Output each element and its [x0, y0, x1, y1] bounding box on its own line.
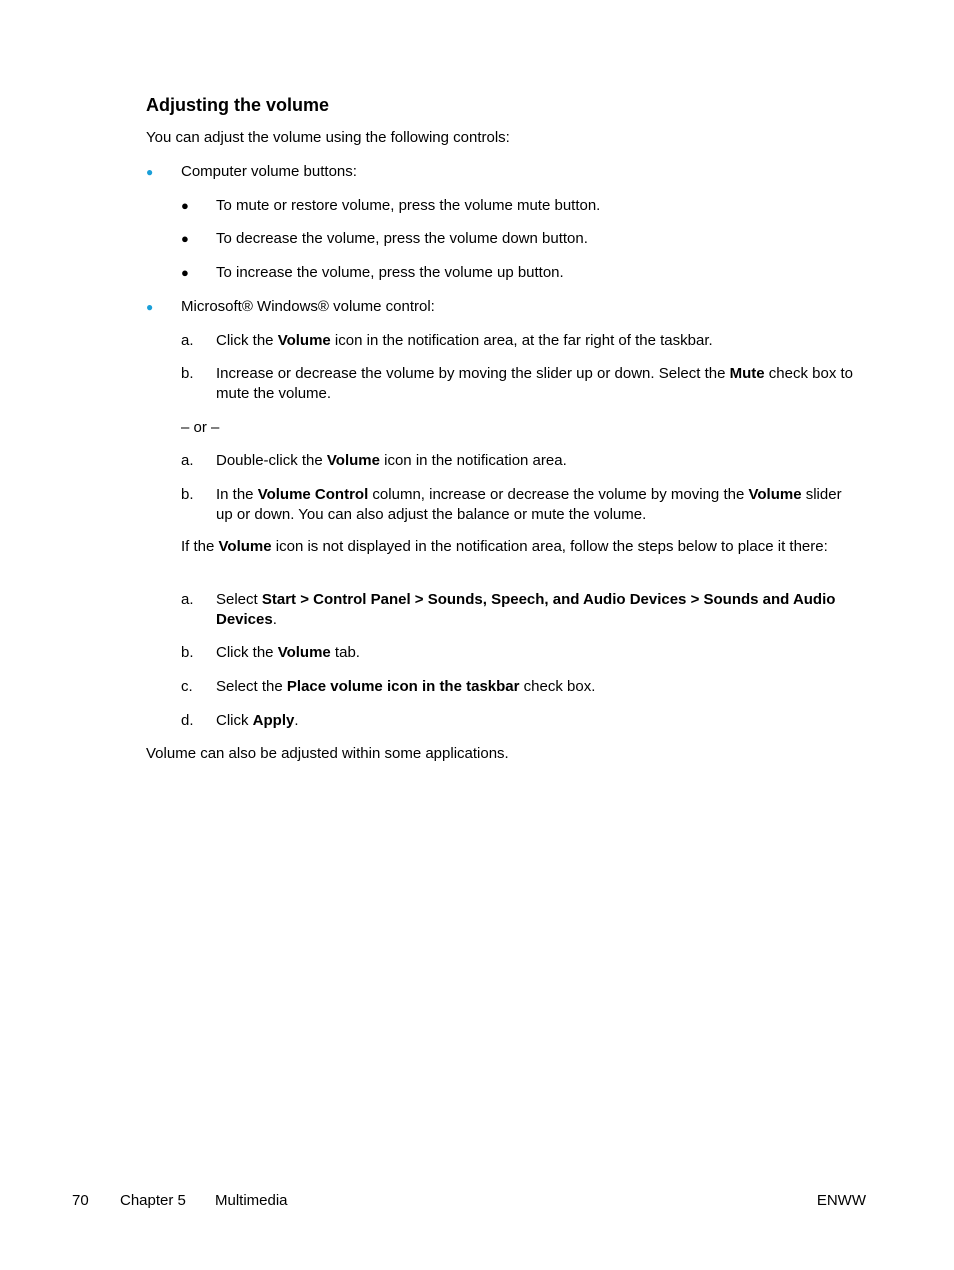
- step-label: b.: [181, 486, 194, 503]
- step-text: Double-click the Volume icon in the notification area.: [216, 452, 567, 469]
- step-label: c.: [181, 678, 193, 695]
- bullet-item: Microsoft® Windows® volume control:: [181, 298, 435, 315]
- sub-bullet-icon: ●: [181, 265, 189, 280]
- footer-chapter: Chapter 5: [120, 1192, 186, 1209]
- section-heading: Adjusting the volume: [146, 95, 330, 115]
- step-text: Select Start > Control Panel > Sounds, Speech, and Audio Devices > Sounds and Audio Devices.: [216, 591, 836, 628]
- or-separator: – or –: [181, 419, 220, 436]
- step-text: Click Apply.: [216, 712, 299, 729]
- step-text: Select the Place volume icon in the taskbar check box.: [216, 678, 596, 695]
- step-label: a.: [181, 452, 194, 469]
- bullet-item: Computer volume buttons:: [181, 163, 357, 180]
- step-label: b.: [181, 644, 194, 661]
- step-label: d.: [181, 712, 194, 729]
- sub-bullet-icon: ●: [181, 231, 189, 246]
- step-text: Increase or decrease the volume by moving the slider up or down. Select the Mute check box to mute the volume.: [216, 365, 854, 402]
- sub-bullet-item: To increase the volume, press the volume up button.: [216, 264, 564, 281]
- intro-paragraph: You can adjust the volume using the following controls:: [146, 129, 510, 146]
- closing-paragraph: Volume can also be adjusted within some applications.: [146, 745, 509, 762]
- sub-bullet-item: To mute or restore volume, press the volume mute button.: [216, 197, 601, 214]
- page-number: 70: [72, 1192, 89, 1209]
- note-paragraph: If the Volume icon is not displayed in the notification area, follow the steps below to place it there:: [181, 538, 828, 555]
- step-text: Click the Volume icon in the notification area, at the far right of the taskbar.: [216, 332, 713, 349]
- step-label: b.: [181, 365, 194, 382]
- bullet-icon: ●: [146, 300, 154, 314]
- footer-section: Multimedia: [215, 1192, 288, 1209]
- bullet-icon: ●: [146, 165, 154, 179]
- step-label: a.: [181, 332, 194, 349]
- step-text: Click the Volume tab.: [216, 644, 360, 661]
- step-label: a.: [181, 591, 194, 608]
- step-text: In the Volume Control column, increase or decrease the volume by moving the Volume slider up or down. You can also adjust the balance or mute the volume.: [216, 486, 842, 523]
- sub-bullet-item: To decrease the volume, press the volume down button.: [216, 230, 588, 247]
- footer-right: ENWW: [816, 1192, 866, 1209]
- sub-bullet-icon: ●: [181, 198, 189, 213]
